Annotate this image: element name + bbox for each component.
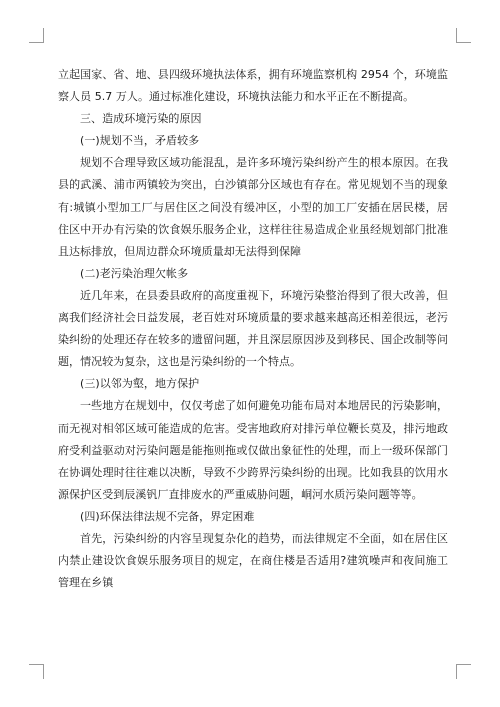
paragraph-continuation: 立起国家、省、地、县四级环境执法体系，拥有环境监察机构 2954 个，环境监察人员 5.7 万人。通过标准化建设，环境执法能力和水平正在不断提高。 bbox=[58, 68, 448, 104]
subheading-4: (四)环保法律法规不完备，界定困难 bbox=[80, 509, 255, 523]
subheading-2: (二)老污染治理欠帐多 bbox=[80, 266, 189, 280]
crop-mark-bottom-right bbox=[456, 664, 471, 679]
paragraph-laws: 首先，污染纠纷的内容呈现复杂化的趋势，而法律规定不全面，如在居住区内禁止建设饮食娱乐服务项目的规定，在商住楼是否适用?建筑噪声和夜间施工管理在乡镇 bbox=[58, 531, 448, 590]
crop-mark-bottom-left bbox=[29, 664, 44, 679]
document-body bbox=[58, 64, 448, 594]
subheading-3: (三)以邻为壑，地方保护 bbox=[80, 377, 200, 391]
crop-mark-top-right bbox=[456, 28, 471, 43]
subheading-1: (一)规划不当，矛盾较多 bbox=[80, 134, 200, 148]
paragraph-old-pollution: 近几年来，在县委县政府的高度重视下，环境污染整治得到了很大改善，但离我们经济社会日益发展，老百姓对环境质量的要求越来越高还相差很远，老污染纠纷的处理还存在较多的遗留问题，并且深层原因涉及到移民、国企改制等问题，情况较为复杂，这也是污染纠纷的一个特点。 bbox=[58, 288, 448, 369]
paragraph-local-protection: 一些地方在规划中，仅仅考虑了如何避免功能布局对本地居民的污染影响，而无视对相邻区域可能造成的危害。受害地政府对排污单位鞭长莫及，排污地政府受利益驱动对污染问题是能拖则拖或仅做出象征性的处理，而上一级环保部门在协调处理时往往难以决断，导致不少跨界污染纠纷的出现。比如我县的饮用水源保护区受到辰溪钒厂直排废水的严重威胁问题，峒河水质污染问题等等。 bbox=[58, 399, 448, 501]
section-heading-causes: 三、造成环境污染的原因 bbox=[80, 112, 202, 126]
paragraph-planning: 规划不合理导致区域功能混乱，是许多环境污染纠纷产生的根本原因。在我县的武溪、浦市两镇较为突出，白沙镇部分区域也有存在。常见规划不当的现象有:城镇小型加工厂与居住区之间没有缓冲区，小型的加工厂安插在居民楼，居住区中开办有污染的饮食娱乐服务企业，这样往往易造成企业虽经规划部门批准且达标排放，但周边群众环境质量却无法得到保障 bbox=[58, 156, 448, 258]
crop-mark-top-left bbox=[29, 28, 44, 43]
